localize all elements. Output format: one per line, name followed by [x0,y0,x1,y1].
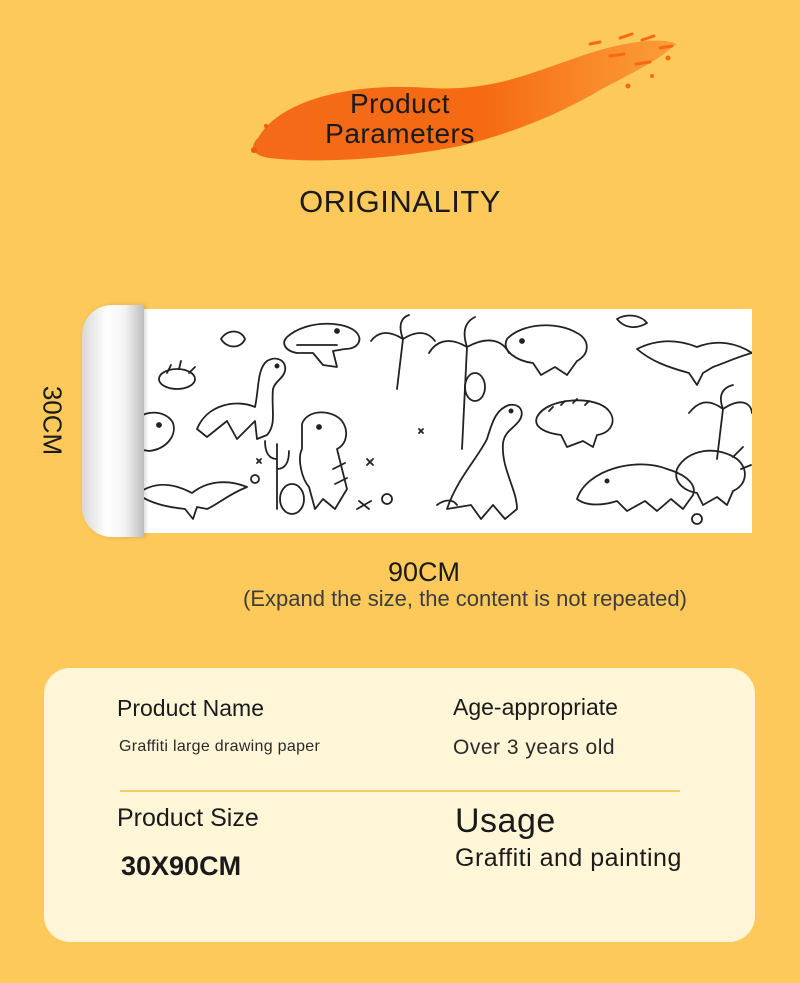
page-subtitle: ORIGINALITY [299,184,501,219]
product-size-label: Product Size [117,804,259,832]
coloring-sheet [137,309,752,533]
paper-roll-end [82,305,144,537]
height-dimension-label: 30CM [37,385,68,456]
product-name-value: Graffiti large drawing paper [119,738,321,755]
card-divider [120,790,680,792]
product-name-label: Product Name [117,695,265,721]
dinosaur-illustration-icon [137,309,752,533]
usage-label: Usage [455,802,556,840]
page-title-line-2: Parameters [325,118,475,149]
age-value: Over 3 years old [453,736,616,759]
page-title-line-1: Product [350,88,450,119]
usage-value: Graffiti and painting [455,844,682,872]
age-label: Age-appropriate [453,694,618,720]
product-size-value: 30X90CM [121,851,242,881]
drawing-roll-image [82,305,752,537]
spec-card [44,668,755,942]
width-dimension-note: (Expand the size, the content is not repeated) [243,586,687,611]
header [0,0,800,240]
width-dimension-label: 90CM [387,557,461,587]
